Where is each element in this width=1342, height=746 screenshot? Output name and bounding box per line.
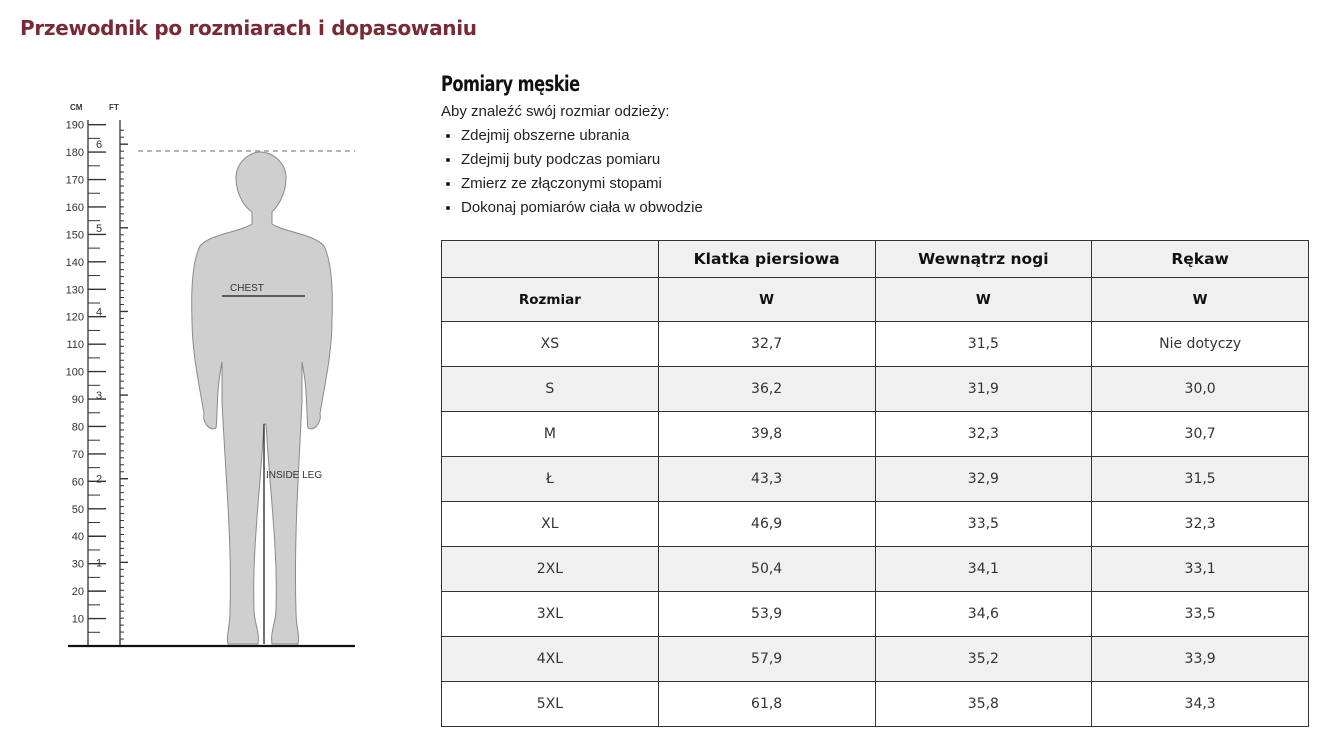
ft-tick-label: 5	[96, 222, 103, 235]
value-cell: 34,1	[875, 547, 1092, 592]
value-cell: 36,2	[658, 367, 875, 412]
cm-tick-label: 180	[65, 147, 84, 160]
size-cell: 2XL	[442, 547, 659, 592]
table-row	[442, 637, 1309, 682]
subheader-cell: W	[658, 278, 875, 322]
value-cell: 57,9	[658, 637, 875, 682]
cm-tick-label: 120	[65, 311, 84, 324]
size-cell: 4XL	[442, 637, 659, 682]
ft-tick-label: 3	[96, 390, 103, 403]
value-cell: 32,3	[875, 412, 1092, 457]
table-row	[442, 547, 1309, 592]
list-item: • Zdejmij buty podczas pomiaru	[461, 148, 703, 172]
height-scale-illustration	[40, 92, 370, 662]
value-cell: 53,9	[658, 592, 875, 637]
cm-tick-label: 100	[65, 366, 84, 379]
value-cell: 39,8	[658, 412, 875, 457]
subheader-cell: Rozmiar	[442, 278, 659, 322]
ft-tick-label: 4	[96, 306, 103, 319]
page-title: Przewodnik po rozmiarach i dopasowaniu	[20, 16, 477, 40]
chest-label: CHEST	[230, 283, 264, 294]
value-cell: 34,3	[1092, 682, 1309, 727]
table-body	[442, 322, 1309, 727]
value-cell: 31,5	[875, 322, 1092, 367]
cm-tick-label: 160	[65, 201, 84, 214]
size-cell: XS	[442, 322, 659, 367]
value-cell: 32,9	[875, 457, 1092, 502]
table-row	[442, 682, 1309, 727]
header-cell: Klatka piersiowa	[658, 241, 875, 278]
size-cell: M	[442, 412, 659, 457]
cm-tick-label: 130	[65, 284, 84, 297]
instruction-list	[441, 124, 703, 220]
table-subheader-row	[442, 278, 1309, 322]
table-header-row	[442, 241, 1309, 278]
value-cell: 32,7	[658, 322, 875, 367]
value-cell: 31,5	[1092, 457, 1309, 502]
body-measurement-figure	[40, 92, 370, 662]
table-row	[442, 322, 1309, 367]
value-cell: 30,0	[1092, 367, 1309, 412]
ft-tick-label: 6	[96, 139, 103, 152]
subheader-cell: W	[875, 278, 1092, 322]
value-cell: 31,9	[875, 367, 1092, 412]
cm-tick-label: 140	[65, 256, 84, 269]
ft-tick-label: 1	[96, 557, 103, 570]
cm-tick-label: 60	[71, 476, 84, 489]
cm-tick-label: 50	[71, 503, 84, 516]
value-cell: 33,1	[1092, 547, 1309, 592]
body-silhouette	[192, 152, 333, 644]
list-item: • Zmierz ze złączonymi stopami	[461, 172, 703, 196]
cm-tick-label: 10	[71, 613, 84, 626]
ft-tick-label: 2	[96, 473, 103, 486]
scale-ticks	[66, 120, 128, 646]
cm-tick-label: 80	[71, 421, 84, 434]
table-row	[442, 502, 1309, 547]
value-cell: 43,3	[658, 457, 875, 502]
section-title: Pomiary męskie	[441, 72, 580, 96]
header-cell	[442, 241, 659, 278]
value-cell: 30,7	[1092, 412, 1309, 457]
value-cell: 33,5	[875, 502, 1092, 547]
value-cell: 50,4	[658, 547, 875, 592]
inside-leg-label: INSIDE LEG	[266, 470, 323, 481]
cm-tick-label: 170	[65, 174, 84, 187]
value-cell: 33,5	[1092, 592, 1309, 637]
intro-text: Aby znaleźć swój rozmiar odzieży:	[441, 103, 670, 120]
value-cell: Nie dotyczy	[1092, 322, 1309, 367]
ft-unit-label: FT	[109, 103, 119, 112]
table-row	[442, 367, 1309, 412]
cm-tick-label: 90	[71, 394, 84, 407]
cm-tick-label: 40	[71, 531, 84, 544]
cm-tick-label: 30	[71, 558, 84, 571]
cm-tick-label: 20	[71, 586, 84, 599]
value-cell: 34,6	[875, 592, 1092, 637]
header-cell: Rękaw	[1092, 241, 1309, 278]
value-cell: 35,8	[875, 682, 1092, 727]
cm-tick-label: 110	[66, 339, 84, 352]
cm-tick-label: 150	[65, 229, 84, 242]
list-item: • Zdejmij obszerne ubrania	[461, 124, 703, 148]
value-cell: 46,9	[658, 502, 875, 547]
cm-tick-label: 70	[71, 448, 84, 461]
value-cell: 32,3	[1092, 502, 1309, 547]
size-cell: S	[442, 367, 659, 412]
cm-tick-label: 190	[65, 119, 84, 132]
list-item: • Dokonaj pomiarów ciała w obwodzie	[461, 196, 703, 220]
size-cell: 3XL	[442, 592, 659, 637]
value-cell: 33,9	[1092, 637, 1309, 682]
table-row	[442, 457, 1309, 502]
table-row	[442, 412, 1309, 457]
header-cell: Wewnątrz nogi	[875, 241, 1092, 278]
cm-unit-label: CM	[70, 103, 83, 112]
size-table	[441, 240, 1309, 727]
subheader-cell: W	[1092, 278, 1309, 322]
table-row	[442, 592, 1309, 637]
size-cell: Ł	[442, 457, 659, 502]
size-cell: XL	[442, 502, 659, 547]
size-cell: 5XL	[442, 682, 659, 727]
value-cell: 35,2	[875, 637, 1092, 682]
value-cell: 61,8	[658, 682, 875, 727]
